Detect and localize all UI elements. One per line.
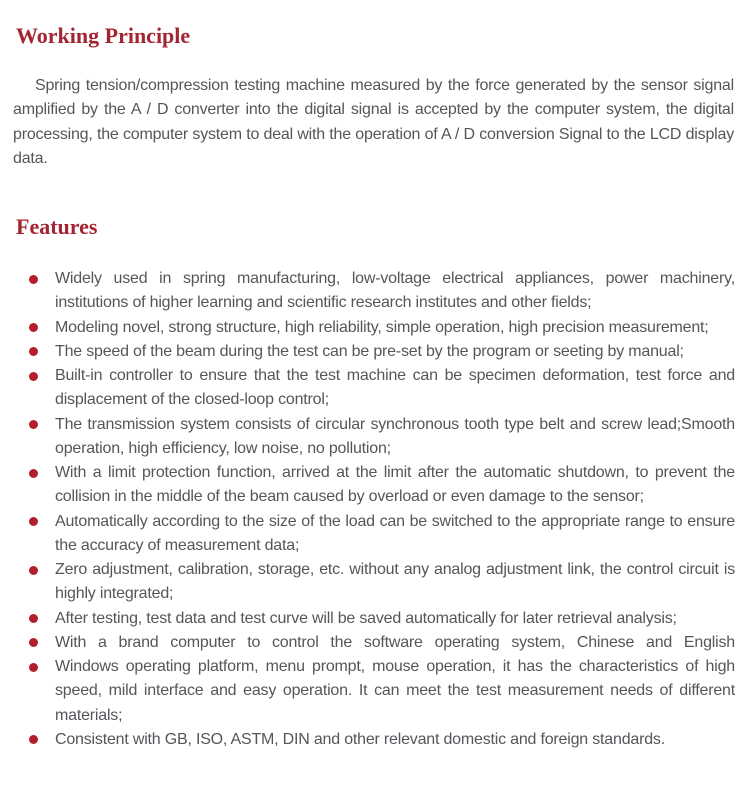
feature-item (55, 607, 735, 631)
bullet-icon (29, 323, 38, 332)
bullet-icon (29, 372, 38, 381)
bullet-icon (29, 614, 38, 623)
feature-item (55, 558, 735, 607)
feature-item (55, 631, 735, 655)
feature-item (55, 728, 735, 752)
working-principle-section (0, 0, 750, 171)
feature-item-text: Consistent with GB, ISO, ASTM, DIN and other relevant domestic and foreign standards. (55, 730, 665, 748)
working-principle-heading: Working Principle (16, 23, 191, 48)
features-heading: Features (16, 214, 98, 240)
feature-item (55, 340, 735, 364)
feature-item-text: Widely used in spring manufacturing, low-voltage electrical appliances, power machinery, institutions of higher learning and scientific research institutes and other fields; (55, 270, 735, 312)
bullet-icon (29, 347, 38, 356)
bullet-icon (29, 663, 38, 672)
feature-item (55, 655, 735, 728)
features-list (0, 267, 750, 752)
feature-item-text: Automatically according to the size of the load can be switched to the appropriate range to ensure the accuracy of measurement data; (55, 512, 735, 554)
feature-item-text: Built-in controller to ensure that the test machine can be specimen deformation, test force and displacement of the closed-loop control; (55, 367, 735, 409)
feature-item-text: Modeling novel, strong structure, high reliability, simple operation, high precision measurement; (55, 318, 709, 336)
bullet-icon (29, 638, 38, 647)
bullet-icon (29, 735, 38, 744)
feature-item (55, 316, 735, 340)
feature-item (55, 413, 735, 462)
feature-item-text: With a limit protection function, arrived at the limit after the automatic shutdown, to prevent the collision in the middle of the beam caused by overload or even damage to the sensor; (55, 464, 735, 506)
feature-item (55, 267, 735, 316)
feature-item-text: After testing, test data and test curve will be saved automatically for later retrieval analysis; (55, 609, 677, 627)
feature-item (55, 510, 735, 559)
bullet-icon (29, 420, 38, 429)
feature-item (55, 461, 735, 510)
bullet-icon (29, 517, 38, 526)
feature-item-text: The speed of the beam during the test can be pre-set by the program or seeting by manual; (55, 342, 684, 360)
feature-item (55, 364, 735, 413)
feature-item-text: Windows operating platform, menu prompt, mouse operation, it has the characteristics of high speed, mild interface and easy operation. It can meet the test measurement needs of different materials; (55, 658, 735, 724)
working-principle-paragraph: Spring tension/compression testing machine measured by the force generated by the sensor signal amplified by the A / D converter into the digital signal is accepted by the computer system, the digital processing, the computer system to deal with the operation of A / D conversion Signal to the LCD display data. (13, 77, 734, 167)
feature-item-text: Zero adjustment, calibration, storage, etc. without any analog adjustment link, the control circuit is highly integrated; (55, 561, 735, 603)
bullet-icon (29, 275, 38, 284)
bullet-icon (29, 469, 38, 478)
feature-item-text: The transmission system consists of circular synchronous tooth type belt and screw lead;Smooth operation, high efficiency, low noise, no pollution; (55, 415, 735, 457)
features-section (0, 215, 750, 752)
bullet-icon (29, 566, 38, 575)
feature-item-text: With a brand computer to control the software operating system, Chinese and English (55, 633, 735, 651)
